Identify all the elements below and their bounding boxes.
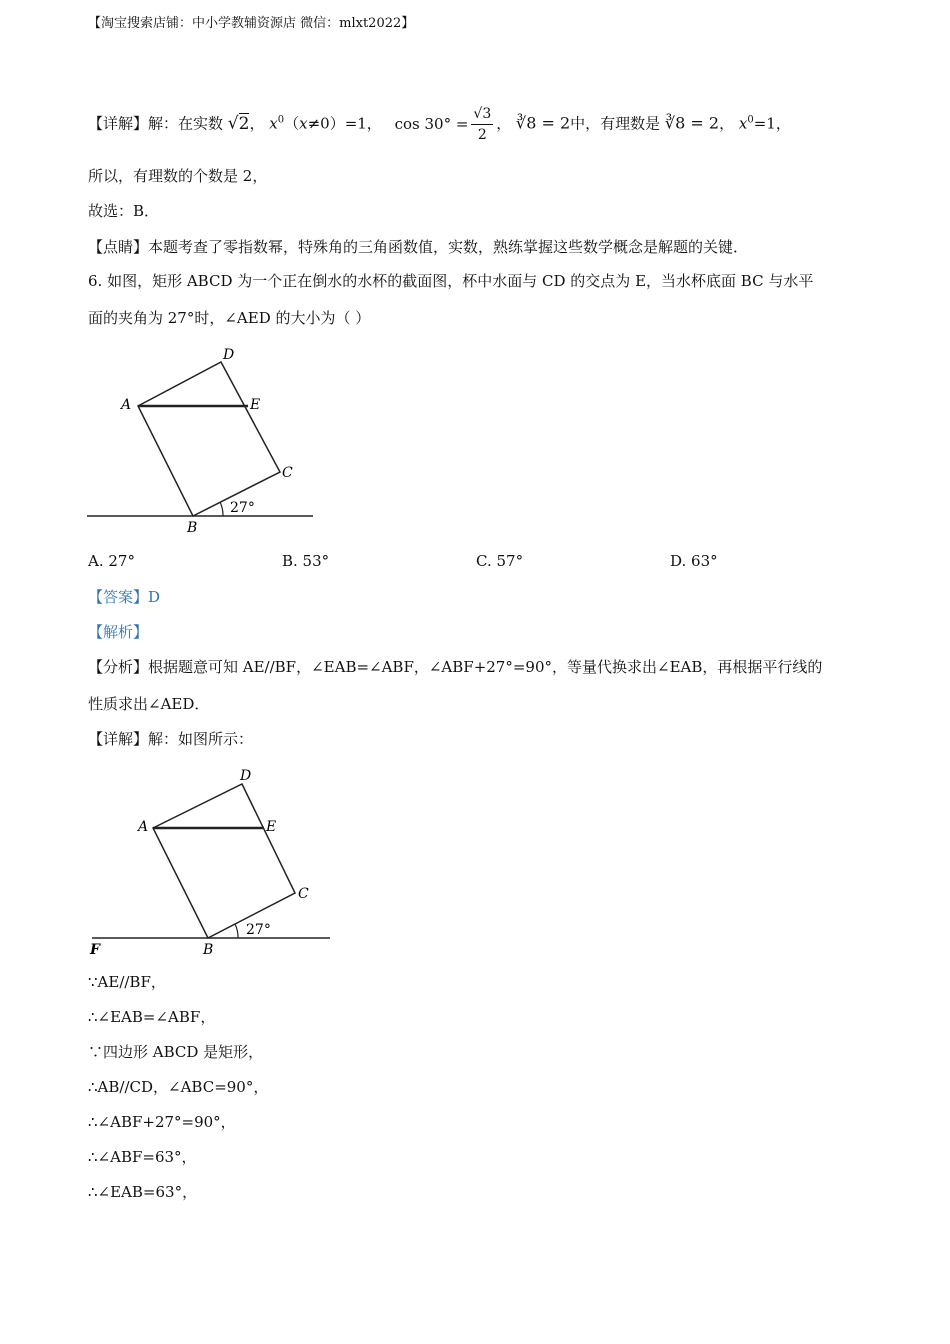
x-zero-cond-pre: （ [284, 114, 300, 133]
fig2-label-b: B [203, 942, 214, 958]
fig1-label-e: E [250, 397, 261, 413]
fig2-label-c: C [298, 886, 309, 902]
fig2-label-f: F [90, 942, 100, 958]
fig2-label-e: E [266, 819, 277, 835]
step-1: ∵AE//BF， [88, 973, 166, 991]
step-6: ∴∠ABF=63°， [88, 1148, 197, 1166]
step-7: ∴∠EAB=63°， [88, 1183, 198, 1201]
option-c: C. 57° [476, 552, 524, 570]
q5-line2: 所以，有理数的个数是 2， [88, 167, 268, 185]
fig1-label-d: D [223, 347, 235, 363]
step-5: ∴∠ABF+27°=90°， [88, 1113, 236, 1131]
cbrt8-expression: ∛8 = 2 [516, 113, 571, 133]
fig1-label-a: A [121, 397, 132, 413]
option-b: B. 53° [282, 552, 330, 570]
step-3: ∵四边形 ABCD 是矩形， [88, 1043, 264, 1061]
x-zero-cond-post: ≠0）=1， [307, 114, 382, 133]
q5-tail: =1， [753, 114, 791, 133]
fig2-angle-label: 27° [246, 922, 271, 938]
q5-detail-line: 【详解】解：在实数 √2， $x^0(x\ne 0)=1$， cos 30° = $\frac{√3}{2}$ ， ∛8 = 2中，有理数是 ∛8 = 2， $x^0=1$， [88, 106, 791, 143]
step-4: ∴AB//CD，∠ABC=90°， [88, 1078, 269, 1096]
x-zero-cond-var: x [299, 114, 308, 133]
figure-2 [80, 760, 340, 960]
fig2-label-a: A [138, 819, 149, 835]
cbrt8-expression-b: ∛8 = 2 [664, 113, 720, 133]
cos-text: cos 30° = [394, 114, 469, 133]
option-d: D. 63° [670, 552, 718, 570]
option-a: A. 27° [88, 552, 135, 570]
x-zero-tail-var: x [738, 114, 748, 133]
cos-fraction: $\frac{√3}{2}$ [473, 106, 492, 143]
sqrt2-expression: √2 [227, 113, 250, 134]
q6-stem-line1: 6. 如图，矩形 ABCD 为一个正在倒水的水杯的截面图，杯中水面与 CD 的交点为 E，当水杯底面 BC 与水平 [88, 272, 814, 290]
step-2: ∴∠EAB=∠ABF， [88, 1008, 216, 1026]
fig1-label-b: B [187, 520, 198, 536]
q6-stem-line2: 面的夹角为 27°时，∠AED 的大小为（ ） [88, 309, 371, 327]
figure-1 [80, 340, 330, 540]
answer-label: 【答案】D [88, 588, 161, 606]
analysis-line2: 性质求出∠AED． [88, 695, 210, 713]
x-zero-base: x [269, 114, 278, 133]
q5-mid-text: 中，有理数是 [570, 114, 661, 133]
q5-detail-prefix: 【详解】解：在实数 [88, 114, 224, 133]
detail-line: 【详解】解：如图所示： [88, 730, 254, 748]
q5-line4: 【点睛】本题考查了零指数幂，特殊角的三角函数值，实数，熟练掌握这些数学概念是解题的关键． [88, 238, 749, 256]
fig1-label-c: C [282, 465, 293, 481]
analysis-label: 【解析】 [88, 623, 149, 641]
fig2-label-d: D [240, 768, 252, 784]
q5-line3: 故选：B． [88, 202, 160, 220]
analysis-line1: 【分析】根据题意可知 AE//BF，∠EAB=∠ABF，∠ABF+27°=90°，等量代换求出∠EAB，再根据平行线的 [88, 658, 823, 676]
fig1-angle-label: 27° [230, 500, 255, 516]
page-header: 【淘宝搜索店铺：中小学教辅资源店 微信：mlxt2022】 [88, 16, 415, 31]
